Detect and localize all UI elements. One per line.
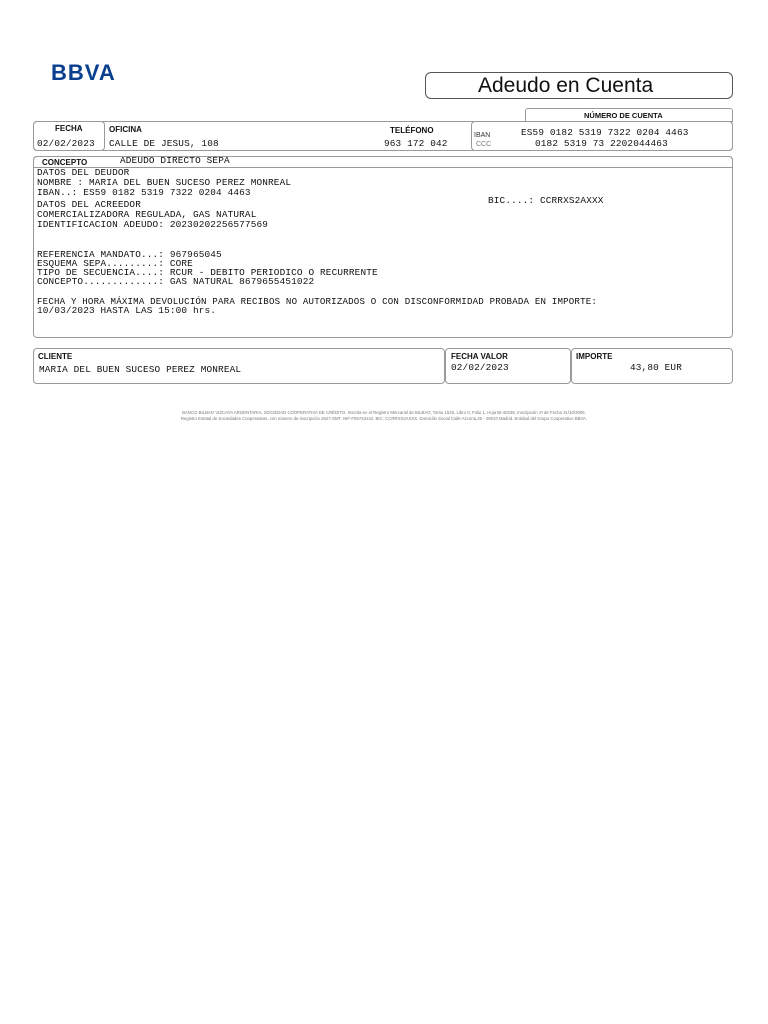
legal-footer-line-2: Registro Estatal de Sociedades Cooperativas, con número de inscripción 2627-SMT. NIF-F05743142. BIC: CCRRXS2AXXX. Domicilio Social Calle Azcona,26 - 28010 Madrid. Entidad del Grupo Cooperativo BBVA. [180,416,588,421]
fecha-value: 02/02/2023 [37,138,95,149]
iban-value: ES59 0182 5319 7322 0204 4463 [521,127,689,138]
bank-logo: BBVA [51,60,116,85]
deudor-nombre: NOMBRE : MARIA DEL BUEN SUCESO PEREZ MONREAL [37,177,292,188]
fecha-valor-value: 02/02/2023 [451,362,509,373]
esquema-sepa: ESQUEMA SEPA.........: CORE [37,258,193,269]
importe-label: IMPORTE [576,352,613,361]
acreedor-heading: DATOS DEL ACREEDOR [37,199,141,210]
account-number-label: NÚMERO DE CUENTA [584,111,663,120]
telefono-label: TELÉFONO [390,126,434,135]
identificacion-adeudo: IDENTIFICACION ADEUDO: 20230202256577569 [37,219,269,230]
fecha-label: FECHA [55,124,83,133]
telefono-value: 963 172 042 [384,138,448,149]
deudor-heading: DATOS DEL DEUDOR [37,167,130,178]
cliente-value: MARIA DEL BUEN SUCESO PEREZ MONREAL [39,364,242,375]
iban-label: IBAN [474,132,491,139]
devolucion-fecha: 10/03/2023 HASTA LAS 15:00 hrs. [37,305,217,316]
ccc-label: CCC [476,141,492,148]
oficina-value: CALLE DE JESUS, 108 [109,138,219,149]
oficina-label: OFICINA [109,125,142,134]
bic-value: BIC....: CCRRXS2AXXX [488,195,604,206]
cliente-label: CLIENTE [38,352,73,361]
legal-footer-line-1: BANCO BILBAO VIZCAYA ARGENTARIA, SOCIEDAD COOPERATIVA DE CRÉDITO. Inscrita en el Registro Mercantil de BILBAO, Tomo 1526, Libro 0, Folio 1, Hoja BI-40336, Inscripción 1ª de Fecha 31/10/2006. [182,410,586,415]
concepto-detalle: CONCEPTO.............: GAS NATURAL 8679655451022 [37,276,315,287]
page-title: Adeudo en Cuenta [478,74,654,97]
importe-value: 43,80 EUR [630,362,682,373]
acreedor-nombre: COMERCIALIZADORA REGULADA, GAS NATURAL [37,209,257,220]
referencia-mandato: REFERENCIA MANDATO...: 967965045 [37,249,222,260]
fecha-valor-label: FECHA VALOR [451,352,508,361]
ccc-value: 0182 5319 73 2202044463 [535,138,668,149]
devolucion-notice: FECHA Y HORA MÁXIMA DEVOLUCIÓN PARA RECIBOS NO AUTORIZADOS O CON DISCONFORMIDAD PROBADA EN IMPORTE: [37,296,598,307]
concepto-label: CONCEPTO [42,158,88,167]
concepto-value: ADEUDO DIRECTO SEPA [120,155,230,166]
deudor-iban: IBAN..: ES59 0182 5319 7322 0204 4463 [37,187,251,198]
tipo-secuencia: TIPO DE SECUENCIA....: RCUR - DEBITO PERIODICO O RECURRENTE [37,267,378,278]
